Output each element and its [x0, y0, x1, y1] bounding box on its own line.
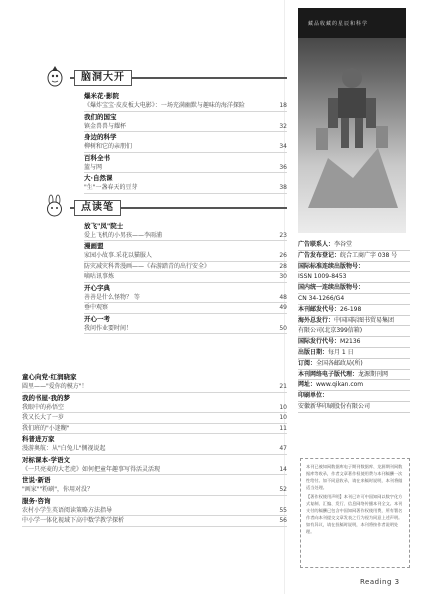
toc-entry[interactable]	[84, 324, 287, 335]
toc-entry[interactable]	[22, 444, 287, 455]
toc-entry-title: 圆里——"爱你的模方"！	[22, 383, 88, 390]
toc-entry-title: 防灾减灾科普漫画——《春游踏青的出行安全》	[84, 262, 211, 270]
toc-entry-page: 52	[279, 486, 287, 493]
toc-entry[interactable]	[22, 424, 287, 435]
info-key: 国际发行代号：	[298, 338, 341, 346]
toc-entry-page: 47	[279, 445, 287, 452]
rabbit-mascot-icon	[42, 194, 68, 218]
toc-entry-page: 36	[279, 163, 287, 171]
info-line	[298, 391, 410, 402]
info-value: 皖合工商广字 038 号	[340, 251, 398, 259]
info-line	[298, 251, 410, 262]
cover-title: 藏品收藏的星辰和科学	[308, 21, 369, 27]
info-line	[298, 359, 410, 370]
note-paragraph-2: 【著作权使用声明】本刊已许可中国知网以数字化方式复制、汇编、发行、信息网络传播本刊全文。本刊支付的稿酬已包含中国知网著作权使用费，所有署名作者向本刊提交文章发表之行为视为同意上述声明。如有异议，请在投稿时说明，本刊将按作者说明处理。	[306, 494, 403, 534]
info-value: 每月 1 日	[328, 348, 354, 356]
toc-entry-page: 10	[279, 414, 287, 421]
toc-entry[interactable]	[22, 485, 287, 496]
info-key: 订阅：	[298, 359, 317, 367]
info-value: 李谷堂	[334, 241, 353, 248]
toc-entry-page: 32	[279, 122, 287, 130]
info-key: 印刷单位：	[298, 392, 329, 400]
info-value: 中国国际图书贸易集团	[334, 316, 395, 324]
note-paragraph-1: 本刊已被知网数据库电子期刊数据库、龙源期刊网数据库等收录，作者文章著作权使用费与本刊稿酬一次性给付。如不同意收录，请在来稿时说明，本刊将做适当处理。	[306, 464, 403, 490]
info-line	[298, 326, 410, 337]
toc-entry[interactable]	[22, 465, 287, 476]
toc-entry-page: 49	[279, 304, 287, 311]
category-heading: 百科全书	[84, 153, 110, 162]
toc-entry[interactable]	[84, 293, 287, 304]
toc-entry[interactable]	[84, 122, 287, 133]
toc-column-lower	[22, 372, 287, 527]
toc-entry-title: 柳树和它的亲朋们	[84, 143, 133, 150]
category-heading: 开心字典	[84, 283, 110, 292]
info-key: 国内统一连续出版物号：	[298, 284, 365, 292]
section-label-2: 点读笔	[74, 200, 121, 216]
info-value: 有限公司(北京399信箱)	[298, 327, 363, 335]
toc-entry-title: 篮与网	[84, 163, 103, 171]
category-heading: 放飞"凤"院士	[84, 221, 124, 230]
info-key: 本刊网络电子版代理：	[298, 370, 359, 378]
category-heading: 科普进万家	[22, 435, 55, 443]
page-footer: Reading 3	[360, 578, 400, 586]
toc-entry[interactable]	[22, 413, 287, 424]
toc-entry-page: 23	[279, 231, 287, 239]
category-heading: 世说·新语	[22, 476, 51, 484]
info-value: 26-198	[340, 305, 362, 313]
info-key: 国际标准连续出版物号：	[298, 262, 365, 270]
info-key: 出版日期：	[298, 348, 329, 356]
info-line	[298, 294, 410, 305]
info-value: 龙源期刊网	[358, 370, 389, 378]
info-line	[298, 370, 410, 381]
category-heading: 开心一考	[84, 314, 110, 323]
toc-entry[interactable]	[22, 506, 287, 517]
toc-column	[34, 70, 287, 334]
toc-entry-page: 50	[279, 324, 287, 332]
info-line	[298, 316, 410, 327]
toc-entry-page: 55	[279, 506, 287, 514]
toc-entry-title: 《爆炸宝宝·皮皮板大电影》：一场充满幽默与趣味的海洋探险	[84, 102, 245, 109]
toc-entry[interactable]	[22, 382, 287, 393]
toc-entry-title: 漫游奥航：从"白兔儿"侧视说起	[22, 445, 106, 452]
toc-entry-title: 垂中观察	[84, 304, 109, 311]
toc-entry-title: 我问作业要时间！	[84, 324, 133, 332]
section-header-2	[34, 200, 287, 217]
toc-entry-page: 26	[279, 252, 287, 259]
toc-entry-title: 农村小学生英语阅读策略方法指导	[22, 506, 113, 514]
info-key: 广告联系人：	[298, 241, 335, 248]
toc-entry[interactable]	[84, 142, 287, 153]
toc-entry-title: 中小学一体化视域下高中数学教学探析	[22, 517, 125, 524]
toc-entry[interactable]	[84, 101, 287, 112]
toc-entry-page: 34	[279, 143, 287, 150]
toc-entry-page: 18	[279, 102, 287, 109]
info-value: ISSN 1009-8453	[298, 273, 347, 281]
toc-entry[interactable]	[84, 231, 287, 242]
info-line	[298, 272, 410, 283]
toc-entry-title: 我眼中的孙悟空	[22, 403, 65, 411]
toc-entry[interactable]	[22, 516, 287, 527]
section-label-1: 脑洞大开	[74, 70, 132, 86]
category-heading: 对标课本·学语文	[22, 455, 70, 464]
toc-entry-title: 镇金兽兽与耀杯	[84, 122, 127, 130]
toc-entry-page: 14	[279, 465, 287, 473]
robot-illustration-icon	[298, 8, 406, 233]
toc-entry-title: 家园小故事.采花以猫服人	[84, 252, 152, 259]
toc-entry-title: 爱上飞机的小男孩——李雨浦	[84, 231, 163, 239]
toc-entry[interactable]	[84, 272, 287, 283]
info-line	[298, 348, 410, 359]
toc-entry-title: 我们班的"小迷糊"	[22, 424, 70, 432]
info-value: 全国各邮政局(所)	[316, 359, 363, 367]
info-key: 广告发布登记：	[298, 251, 341, 259]
category-heading: 我的书屋·我的梦	[22, 393, 70, 402]
toc-entry-page: 21	[279, 383, 287, 390]
cover-image	[298, 8, 406, 233]
info-line	[298, 240, 410, 251]
category-heading: 我们的国宝	[84, 112, 117, 121]
toc-entry-page: 10	[279, 403, 287, 411]
toc-entry-title: 嘀咕讯事炼	[84, 273, 115, 280]
category-heading: 童心向党·红润晓家	[22, 373, 77, 381]
category-heading: 服务·咨询	[22, 496, 51, 505]
publication-info	[298, 240, 410, 413]
toc-entry-page: 11	[279, 424, 287, 432]
info-line	[298, 402, 410, 413]
copyright-note	[300, 458, 410, 568]
info-value: CN 34-1266/G4	[298, 294, 345, 302]
toc-entry-page: 38	[279, 184, 287, 191]
toc-entry-title: "画家""粉刷"，你用对没？	[22, 486, 94, 493]
info-value: 安徽新华印刷股份有限公司	[298, 402, 371, 410]
rocket-mascot-icon	[42, 64, 68, 88]
info-key: 本刊邮发代号：	[298, 305, 341, 313]
category-heading: 爆米花·影院	[84, 92, 119, 100]
category-heading: 漫画盟	[84, 242, 104, 250]
info-value: M2136	[340, 338, 361, 346]
toc-entry[interactable]	[84, 183, 287, 194]
toc-entry[interactable]	[22, 403, 287, 414]
toc-entry[interactable]	[84, 262, 287, 273]
toc-entry-page: 30	[279, 273, 287, 280]
toc-entry-title: 善善是什么怪物？ 等	[84, 293, 140, 301]
section-header-1	[34, 70, 287, 87]
category-heading: 身边的科学	[84, 133, 117, 141]
toc-entry-title: "生"一盏春天的豆芽	[84, 184, 138, 191]
info-line	[298, 305, 410, 316]
info-key: 网址：	[298, 381, 317, 389]
toc-entry[interactable]	[84, 251, 287, 262]
info-key: 海外总发行：	[298, 316, 335, 324]
info-line	[298, 380, 410, 391]
toc-entry[interactable]	[84, 163, 287, 174]
toc-entry-page: 48	[279, 293, 287, 301]
info-line	[298, 262, 410, 273]
toc-entry-page: 56	[279, 517, 287, 524]
toc-entry-title: 《一只亮麦的大老虎》如何把童年趣事写得活灵活现	[22, 465, 161, 473]
toc-entry[interactable]	[84, 303, 287, 314]
toc-entry-title: 我又长大了一岁	[22, 414, 65, 421]
toc-entry-page: 28	[279, 262, 287, 270]
info-value: www.qikan.com	[316, 381, 364, 389]
category-heading: 大·自然课	[84, 174, 113, 182]
info-line	[298, 337, 410, 348]
info-line	[298, 283, 410, 294]
